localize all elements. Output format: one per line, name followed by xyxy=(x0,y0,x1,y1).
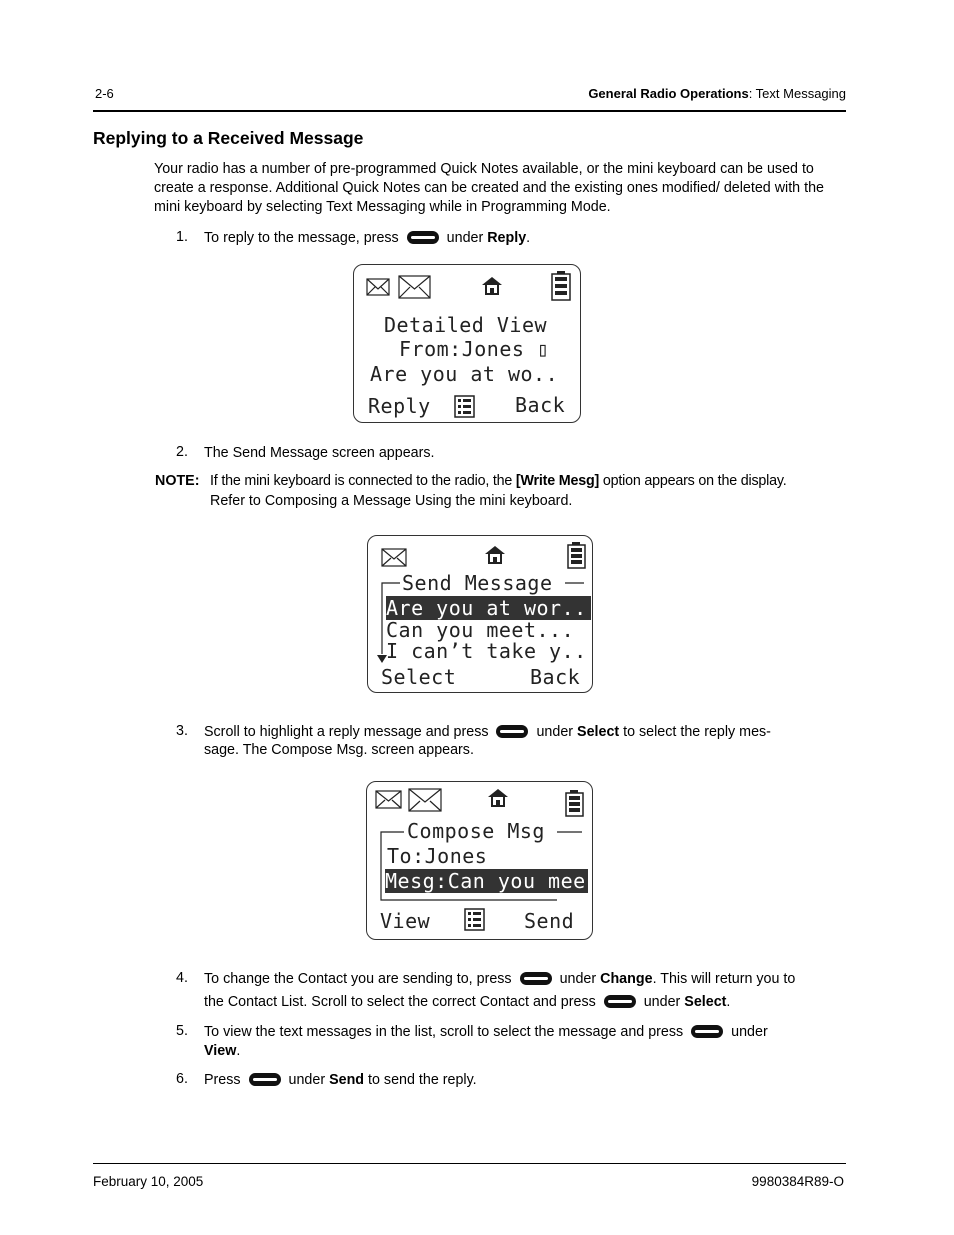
footer-rule xyxy=(93,1163,846,1164)
softkey-button-icon xyxy=(691,1025,723,1038)
step-2-number: 2. xyxy=(176,444,188,460)
envelope-icon xyxy=(367,279,389,295)
step-1-pre: To reply to the message, press xyxy=(204,230,399,246)
step-1-end: . xyxy=(526,230,531,246)
lcd-mesg-line-selected: Mesg:Can you mee xyxy=(385,869,588,893)
step-6-end: to send the reply. xyxy=(368,1072,477,1088)
lcd-compose-msg xyxy=(366,781,593,940)
lcd-line-title: Detailed View xyxy=(384,313,548,337)
menu-icon xyxy=(465,909,484,930)
header-subsection: : Text Messaging xyxy=(748,86,846,101)
note-text xyxy=(210,472,787,491)
lcd-screen-title: Send Message xyxy=(402,571,553,595)
step-5-line-2 xyxy=(204,1042,240,1061)
battery-icon xyxy=(566,790,583,816)
softkey-button-icon xyxy=(249,1073,281,1086)
running-header xyxy=(588,86,846,101)
section-title: Replying to a Received Message xyxy=(93,128,364,148)
step-3-text xyxy=(204,723,771,742)
lcd-line-from: From:Jones ▯ xyxy=(399,337,550,361)
softkey-button-icon xyxy=(407,231,439,244)
step-4-pre: To change the Contact you are sending to, press xyxy=(204,971,512,987)
lcd-detailed-view xyxy=(353,264,581,423)
step-4-l2-pre: the Contact List. Scroll to select the correct Contact and press xyxy=(204,994,596,1010)
step-6-mid: under xyxy=(288,1072,326,1088)
note-label: NOTE: xyxy=(155,473,200,489)
step-3-number: 3. xyxy=(176,723,188,739)
step-4-bold: Change xyxy=(600,971,653,987)
lcd-screen-title: Compose Msg xyxy=(407,819,545,843)
step-3-pre: Scroll to highlight a reply message and press xyxy=(204,724,489,740)
battery-icon xyxy=(552,271,570,300)
step-1-mid: under xyxy=(446,230,484,246)
header-rule xyxy=(93,110,846,112)
step-4-mid: under xyxy=(559,971,597,987)
footer-date: February 10, 2005 xyxy=(93,1174,204,1189)
note-post: option appears on the display. xyxy=(602,473,787,489)
home-icon xyxy=(485,546,505,564)
step-4-l2-mid: under xyxy=(643,994,681,1010)
step-4-l2-bold: Select xyxy=(684,994,727,1010)
step-5-mid: under xyxy=(731,1024,768,1040)
step-3-line-2: sage. The Compose Msg. screen appears. xyxy=(204,742,474,758)
step-6-pre: Press xyxy=(204,1072,241,1088)
softkey-right-label: Back xyxy=(530,665,581,689)
page-number: 2-6 xyxy=(95,86,114,101)
step-5-bold: View xyxy=(204,1043,237,1059)
step-3-mid: under xyxy=(536,724,574,740)
step-4-line-2 xyxy=(204,993,730,1012)
step-5-text xyxy=(204,1023,768,1042)
step-4-text xyxy=(204,970,795,989)
softkey-button-icon xyxy=(520,972,552,985)
step-6-number: 6. xyxy=(176,1071,188,1087)
lcd-list-item-selected: Are you at wor.. xyxy=(386,596,591,620)
step-1-number: 1. xyxy=(176,229,188,245)
intro-paragraph: Your radio has a number of pre-programmed Quick Notes available, or the mini keyboard can be used to create a response. Additional Quick Notes can be created and the existing ones modified/ deleted with the mini keyboard by selecting Text Messaging while in Programming Mode. xyxy=(154,161,824,215)
home-icon xyxy=(488,789,508,807)
envelope-icon xyxy=(409,789,441,811)
header-section: General Radio Operations xyxy=(588,86,749,101)
softkey-left-label: Select xyxy=(381,665,457,689)
step-6-bold: Send xyxy=(329,1072,365,1088)
menu-icon xyxy=(455,396,474,417)
lcd-to-line: To:Jones xyxy=(387,844,488,868)
step-1-bold: Reply xyxy=(487,230,527,246)
envelope-icon xyxy=(399,276,430,298)
envelope-icon xyxy=(376,791,401,808)
envelope-icon xyxy=(382,549,406,566)
softkey-right-label: Back xyxy=(515,393,566,417)
lcd-list-item: I can’t take y.. xyxy=(386,639,587,663)
step-6-text xyxy=(204,1071,477,1090)
footer-doc-number: 9980384R89-O xyxy=(751,1174,844,1189)
step-4-number: 4. xyxy=(176,970,188,986)
softkey-left-label: Reply xyxy=(368,394,431,418)
note-line-2: Refer to Composing a Message Using the mini keyboard. xyxy=(210,493,573,509)
home-icon xyxy=(482,277,502,295)
step-1-text xyxy=(204,229,530,248)
softkey-right-label: Send xyxy=(524,909,575,933)
softkey-left-label: View xyxy=(380,909,431,933)
step-5-pre: To view the text messages in the list, scroll to select the message and press xyxy=(204,1024,684,1040)
step-3-end: to select the reply mes- xyxy=(623,724,771,740)
step-5-number: 5. xyxy=(176,1023,188,1039)
step-3-bold: Select xyxy=(577,724,620,740)
lcd-list-item: Can you meet... xyxy=(386,618,575,642)
lcd-line-message: Are you at wo.. xyxy=(370,362,559,386)
note-bold: [Write Mesg] xyxy=(515,473,600,489)
note-pre: If the mini keyboard is connected to the radio, the xyxy=(210,473,513,489)
step-4-l2-end: . xyxy=(726,994,731,1010)
lcd-send-message xyxy=(367,535,593,693)
softkey-button-icon xyxy=(496,725,528,738)
step-5-end: . xyxy=(236,1043,241,1059)
battery-icon xyxy=(568,542,585,568)
softkey-button-icon xyxy=(604,995,636,1008)
step-2-text: The Send Message screen appears. xyxy=(204,445,435,461)
step-4-end: . This will return you to xyxy=(652,971,796,987)
